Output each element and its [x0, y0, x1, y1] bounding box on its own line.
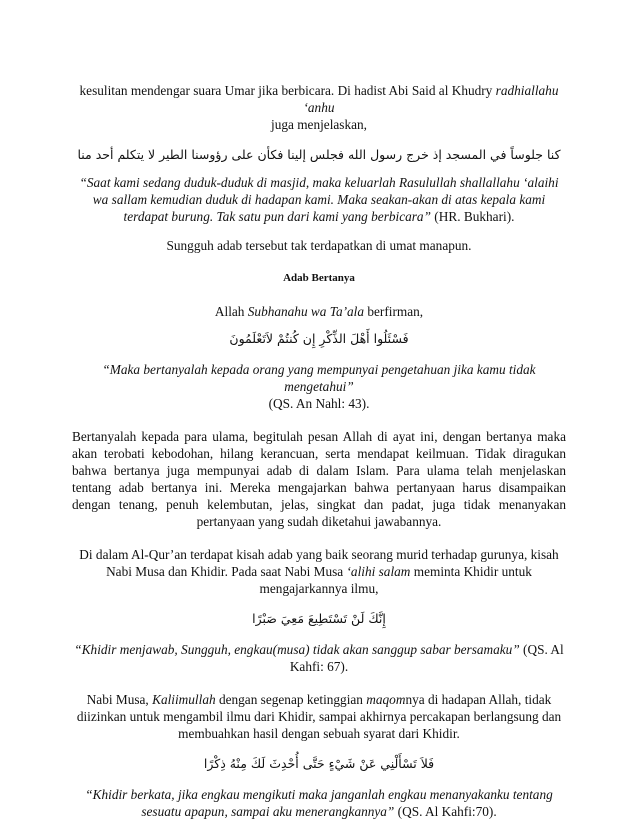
kaliimullah-mid: dengan segenap ketinggian	[215, 692, 367, 707]
allah-honorific: Subhanahu wa Ta’ala	[247, 304, 365, 319]
paragraph-adab: Sungguh adab tersebut tak terdapatkan di umat manapun.	[166, 238, 472, 253]
kaliimullah-title: Kaliimullah	[152, 692, 216, 707]
arabic-hadith: كنا جلوساً في المسجد إذ خرج رسول الله فجلس إلينا فكأن على رؤوسنا الطير لا يتكلم أحد منا	[77, 147, 561, 162]
allah-text: Allah	[214, 304, 248, 319]
intro-end: juga menjelaskan,	[271, 117, 367, 132]
nahl-source: (QS. An Nahl: 43).	[268, 396, 370, 411]
paragraph-allah	[72, 303, 566, 320]
hadith-quote: “Saat kami sedang duduk-duduk di masjid, maka keluarlah Rasulullah shallallahu ‘alaihi wa sallam kemudian duduk di hadapan kami. Maka seakan-akan di atas kepala kami terdapat burung. Tak satu pun dari kami yang berbicara”	[79, 175, 559, 224]
verse-translation-kahfi-67	[72, 641, 566, 675]
arabic-verse-nahl: فَسْئَلُوا أَهْلَ الذِّكْرِ إِن كُنتُمْ لاَتَعْلَمُونَ	[229, 331, 409, 346]
arabic-verse-kahfi-70: فَلاَ تَسْأَلْنِي عَنْ شَيْءٍ حَتَّى أُحْدِثَ لَكَ مِنْهُ ذِكْرًا	[203, 756, 435, 771]
musa-honorific: ‘alihi salam	[346, 564, 411, 579]
paragraph-kaliimullah	[72, 691, 566, 742]
musa-text: Di dalam Al-Qur’an terdapat kisah adab yang baik seorang murid terhadap gurunya, kisah Nabi Musa dan Khidir. Pada saat Nabi Musa	[79, 547, 559, 579]
hadith-source: (HR. Bukhari).	[430, 209, 515, 224]
allah-end: berfirman,	[364, 304, 424, 319]
intro-text: kesulitan mendengar suara Umar jika berbicara. Di hadist Abi Said al Khudry	[79, 83, 493, 98]
document-page	[72, 82, 566, 820]
kaliimullah-text: Nabi Musa,	[86, 692, 153, 707]
arabic-verse-kahfi-67: إِنَّكَ لَنْ تَسْتَطِيعَ مَعِيَ صَبْرًا	[252, 611, 386, 626]
kahfi70-quote: “Khidir berkata, jika engkau mengikuti maka janganlah engkau menanyakanku tentang sesuatu apapun, sampai aku menerangkannya”	[85, 787, 553, 819]
kahfi67-quote: “Khidir menjawab, Sungguh, engkau(musa) tidak akan sanggup sabar bersamaku”	[74, 642, 520, 657]
kahfi67-source: (QS. Al Kahfi: 67).	[289, 642, 564, 674]
paragraph-intro	[72, 82, 566, 133]
kahfi70-source: (QS. Al Kahfi:70).	[394, 804, 497, 819]
section-heading: Adab Bertanya	[283, 272, 355, 284]
maqom-term: maqom	[366, 692, 406, 707]
paragraph-bertanya: Bertanyalah kepada para ulama, begitulah pesan Allah di ayat ini, dengan bertanya maka akan terobati kebodohan, hilang kerancuan, serta mendapat keilmuan. Tidak diragukan bahwa bertanya juga mempunyai adab di dalam Islam. Para ulama telah menjelaskan tentang adab bertanya ini. Mereka mengajarkan bahwa pertanyaan harus disampaikan dengan tenang, penuh kelembutan, jelas, singkat dan padat, juga tidak menanyakan pertanyaan yang sudah diketahui jawabannya.	[72, 429, 566, 529]
musa-end: meminta Khidir untuk mengajarkannya ilmu,	[259, 564, 532, 596]
intro-honorific: radhiallahu ‘anhu	[303, 83, 559, 115]
paragraph-musa-khidir	[72, 546, 566, 597]
nahl-quote: “Maka bertanyalah kepada orang yang mempunyai pengetahuan jika kamu tidak mengetahui”	[102, 362, 536, 394]
verse-translation-kahfi-70	[72, 786, 566, 820]
verse-translation-nahl	[72, 361, 566, 412]
hadith-translation	[72, 174, 566, 225]
kaliimullah-end: nya di hadapan Allah, tidak diizinkan untuk mengambil ilmu dari Khidir, sampai akhirnya percakapan berlangsung dan membuahkan hasil dengan sebuah syarat dari Khidir.	[76, 692, 562, 741]
